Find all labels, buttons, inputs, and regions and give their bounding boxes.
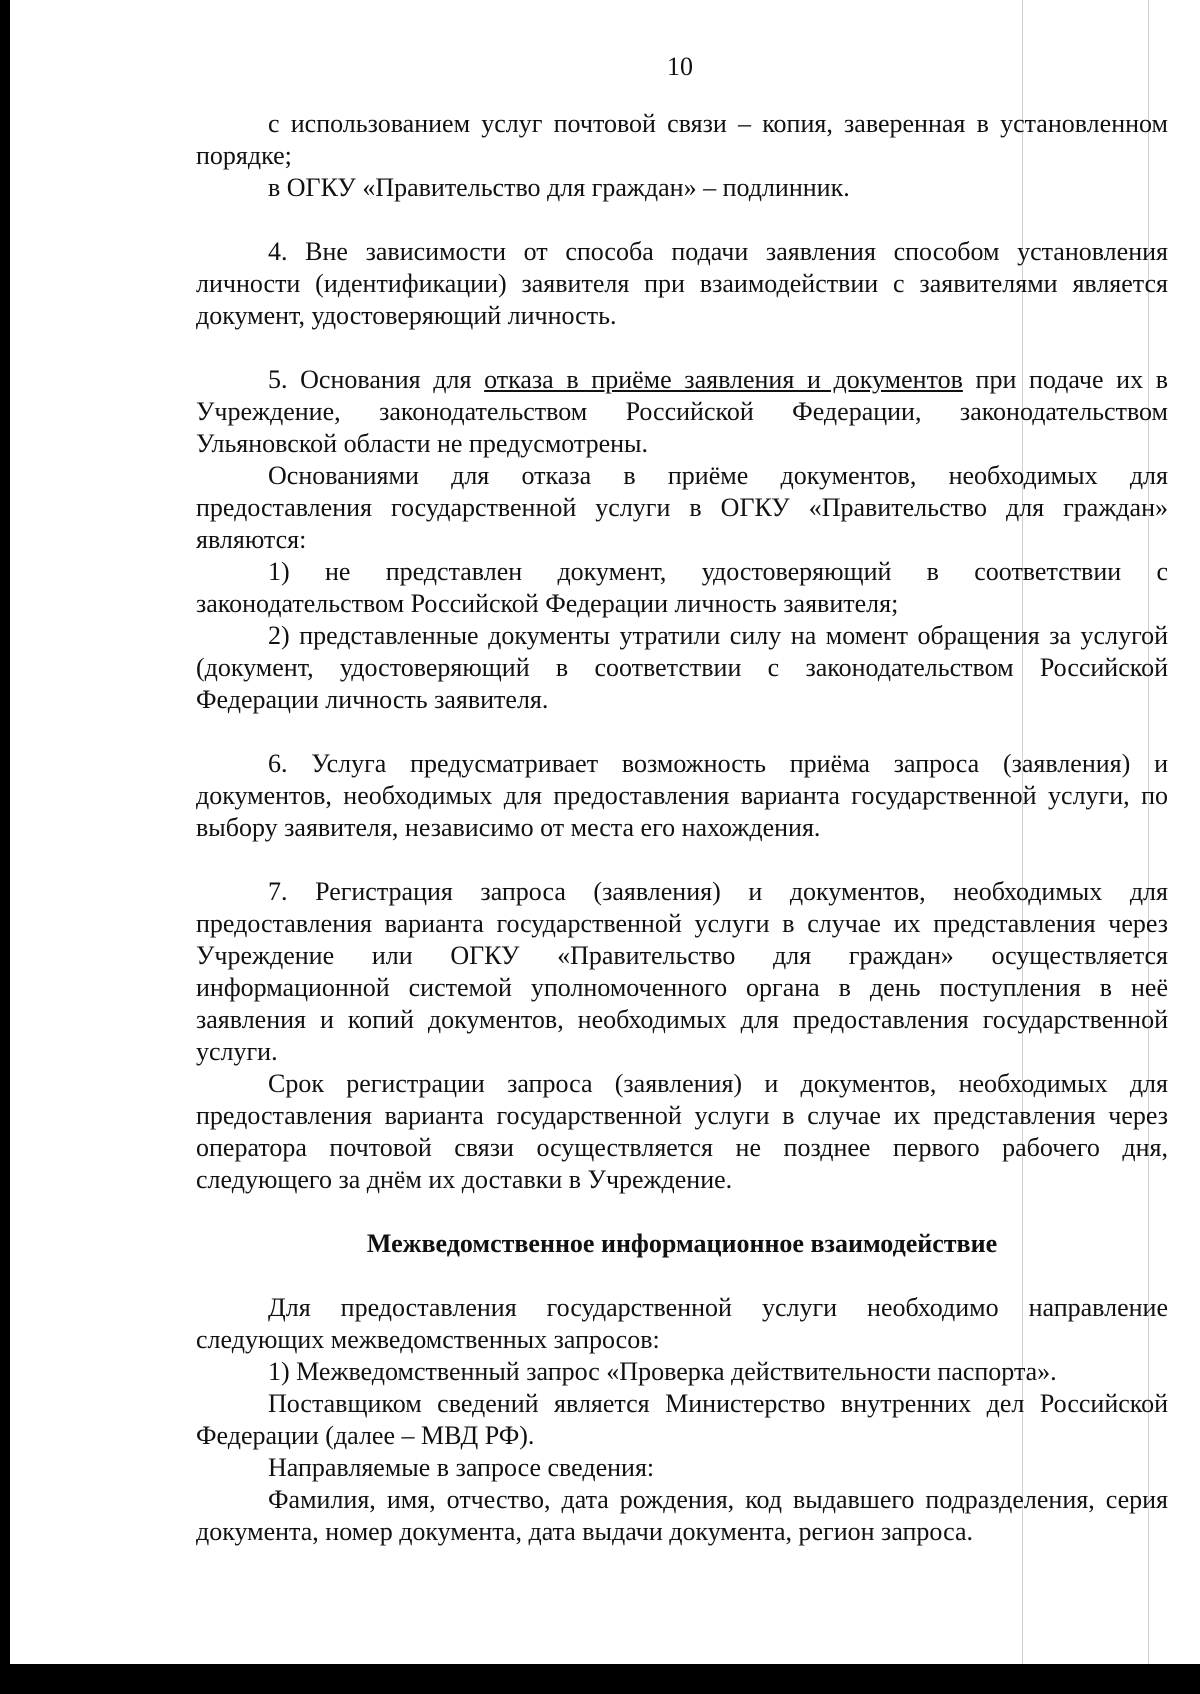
paragraph-item-5 <box>196 364 1168 460</box>
document-body <box>196 108 1168 1548</box>
paragraph: Направляемые в запросе сведения: <box>268 1453 655 1482</box>
list-item: 1) не представлен документ, удостоверяющий в соответствии с законодательством Российской Федерации личность заявителя; <box>196 557 1168 618</box>
paragraph: Срок регистрации запроса (заявления) и документов, необходимых для предоставления варианта государственной услуги в случае их представления через оператора почтовой связи осуществляется не позднее первого рабочего дня, следующего за днём их доставки в Учреждение. <box>196 1069 1168 1194</box>
section-heading: Межведомственное информационное взаимодействие <box>366 1229 998 1258</box>
paragraph: в ОГКУ «Правительство для граждан» – подлинник. <box>268 173 850 202</box>
paragraph-prefix: 5. Основания для <box>268 365 485 394</box>
paragraph: Для предоставления государственной услуги необходимо направление следующих межведомственных запросов: <box>196 1293 1168 1354</box>
page-number: 10 <box>667 52 693 81</box>
paragraph: Основаниями для отказа в приёме документов, необходимых для предоставления государственной услуги в ОГКУ «Правительство для граждан» являются: <box>196 461 1168 554</box>
paragraph: с использованием услуг почтовой связи – копия, заверенная в установленном порядке; <box>196 109 1168 170</box>
list-item: 1) Межведомственный запрос «Проверка действительности паспорта». <box>268 1357 1057 1386</box>
paragraph: Фамилия, имя, отчество, дата рождения, код выдавшего подразделения, серия документа, номер документа, дата выдачи документа, регион запроса. <box>196 1485 1168 1546</box>
paragraph-item-6: 6. Услуга предусматривает возможность приёма запроса (заявления) и документов, необходимых для предоставления варианта государственной услуги, по выбору заявителя, независимо от места его нахождения. <box>196 749 1168 842</box>
paragraph-suffix: при подаче их в Учреждение, законодательством Российской Федерации, законодательством Ульяновской области не предусмотрены. <box>196 365 1168 458</box>
scan-left-border <box>0 0 10 1694</box>
scan-bottom-border <box>0 1664 1200 1694</box>
paragraph: Поставщиком сведений является Министерство внутренних дел Российской Федерации (далее – МВД РФ). <box>196 1389 1168 1450</box>
list-item: 2) представленные документы утратили силу на момент обращения за услугой (документ, удостоверяющий в соответствии с законодательством Российской Федерации личность заявителя. <box>196 621 1168 714</box>
paragraph-item-4: 4. Вне зависимости от способа подачи заявления способом установления личности (идентификации) заявителя при взаимодействии с заявителями является документ, удостоверяющий личность. <box>196 237 1168 330</box>
paragraph-item-7: 7. Регистрация запроса (заявления) и документов, необходимых для предоставления варианта государственной услуги в случае их представления через Учреждение или ОГКУ «Правительство для граждан» осуществляется информационной системой уполномоченного органа в день поступления в неё заявления и копий документов, необходимых для предоставления государственной услуги. <box>196 877 1168 1066</box>
underlined-phrase: отказа в приёме заявления и документов <box>484 365 963 394</box>
